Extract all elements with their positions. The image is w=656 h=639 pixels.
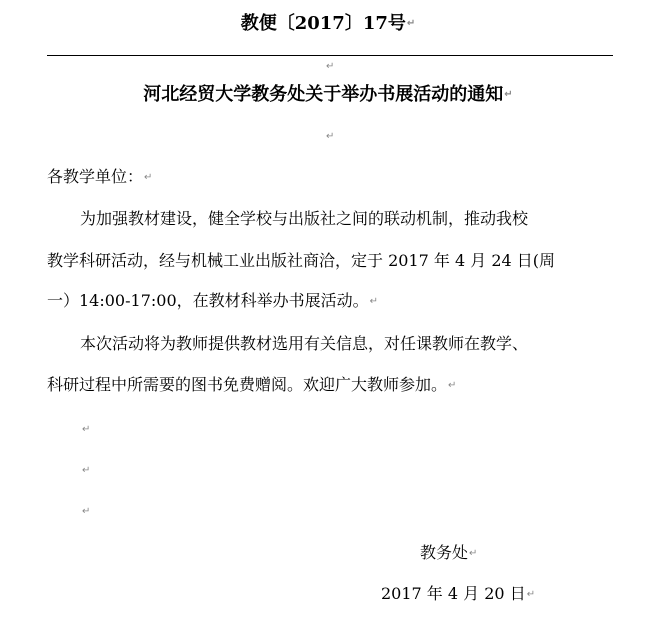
paragraph-mark-icon: ↵ [144, 171, 153, 183]
paragraph-line: 科研过程中所需要的图书免费赠阅。欢迎广大教师参加。↵ [47, 375, 457, 394]
document-number: 教便〔2017〕17号↵ [240, 13, 416, 34]
paragraph-line: 一）14:00-17:00，在教材科举办书展活动。↵ [47, 291, 379, 310]
paragraph-line: 本次活动将为教师提供教材选用有关信息，对任课教师在教学、 [80, 334, 529, 353]
paragraph-line: 教学科研活动，经与机械工业出版社商洽，定于 2017 年 4 月 24 日(周 [47, 251, 556, 270]
signature: 教务处↵ [420, 543, 478, 562]
paragraph-mark-icon: ↵ [82, 424, 91, 435]
paragraph-mark-icon: ↵ [326, 61, 335, 72]
paragraph-mark-icon: ↵ [504, 89, 513, 100]
paragraph-mark-icon: ↵ [369, 295, 379, 307]
paragraph-mark-icon: ↵ [448, 379, 457, 391]
paragraph-mark-icon: ↵ [82, 506, 91, 517]
paragraph-mark-icon: ↵ [406, 18, 416, 29]
paragraph-mark-icon: ↵ [326, 131, 335, 142]
paragraph-mark-icon: ↵ [469, 547, 478, 559]
salutation: 各教学单位：↵ [47, 167, 153, 186]
notice-date: 2017 年 4 月 20 日↵ [381, 584, 536, 603]
paragraph-mark-icon: ↵ [526, 588, 536, 600]
paragraph-mark-icon: ↵ [82, 465, 91, 476]
notice-title: 河北经贸大学教务处关于举办书展活动的通知↵ [143, 84, 513, 105]
paragraph-line: 为加强教材建设，健全学校与出版社之间的联动机制，推动我校 [80, 209, 529, 228]
header-divider [47, 55, 613, 56]
